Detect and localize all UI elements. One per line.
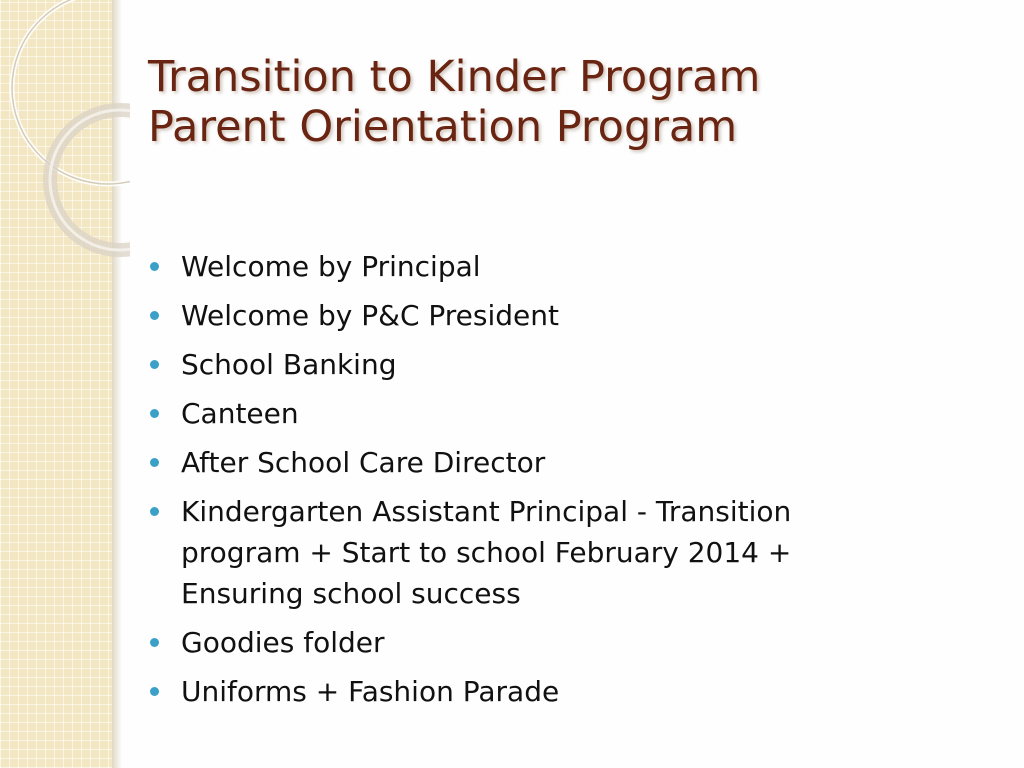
bullet-dot-icon: [150, 262, 159, 271]
list-item-text: After School Care Director: [181, 446, 546, 479]
list-item: [150, 393, 910, 434]
list-item: [150, 295, 910, 336]
list-item: [150, 442, 910, 483]
list-item: [150, 344, 910, 385]
circles-decoration-icon: [0, 0, 130, 260]
list-item: [150, 491, 910, 614]
list-item-text: School Banking: [181, 348, 397, 381]
bullet-dot-icon: [150, 687, 159, 696]
bullet-dot-icon: [150, 638, 159, 647]
list-item: [150, 671, 910, 712]
bullet-dot-icon: [150, 409, 159, 418]
title-line-1: Transition to Kinder Program: [148, 52, 761, 102]
list-item-text: Kindergarten Assistant Principal - Transition program + Start to school February 2014 + Ensuring school success: [181, 495, 792, 610]
bullet-list: [150, 246, 910, 720]
list-item-text: Welcome by P&C President: [181, 299, 559, 332]
title-line-2: Parent Orientation Program: [148, 102, 738, 153]
list-item-text: Uniforms + Fashion Parade: [181, 675, 560, 708]
list-item-text: Welcome by Principal: [181, 250, 481, 283]
list-item: [150, 622, 910, 663]
slide-title: [148, 52, 988, 153]
bullet-dot-icon: [150, 311, 159, 320]
bullet-dot-icon: [150, 360, 159, 369]
bullet-dot-icon: [150, 458, 159, 467]
list-item-text: Canteen: [181, 397, 299, 430]
list-item: [150, 246, 910, 287]
list-item-text: Goodies folder: [181, 626, 385, 659]
bullet-dot-icon: [150, 507, 159, 516]
